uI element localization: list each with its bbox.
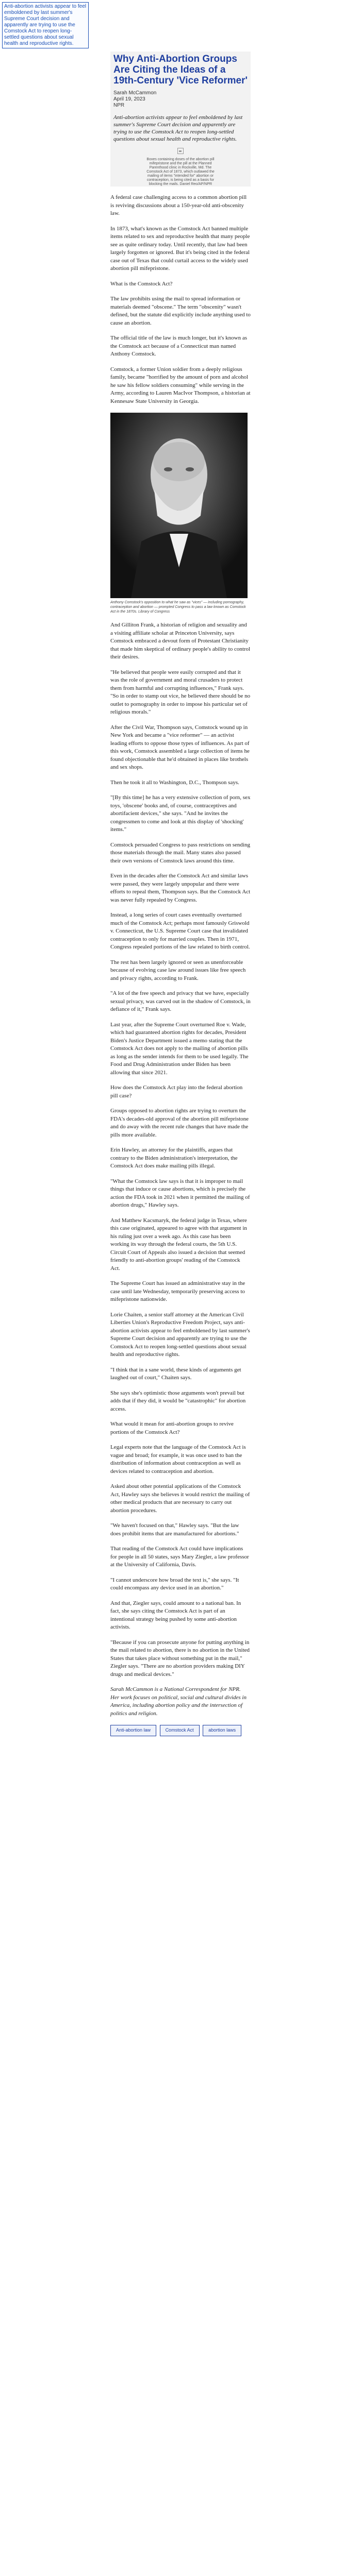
paragraph: "I think that in a sane world, these kinds of arguments get laughed out of court," Chaiten says. [110,1366,241,1381]
paragraph: The rest has been largely ignored or seen as unenforceable because of evolving case law around issues like free speech and privacy rights, according to Frank. [110,959,246,981]
paragraph: Lorie Chaiten, a senior staff attorney at the American Civil Liberties Union's Reproductive Freedom Project, says anti-abortion activists appear to feel emboldened by last summer's Supreme Court decision and apparently are trying to use the Comstock Act to reopen long-settled questions about sexual health and reproductive rights. [110,1311,250,1358]
paragraph: "He believed that people were easily corrupted and that it was the role of government and moral crusaders to protect them from harmful and corrupting influences," Frank says. "So in order to stamp out vice, he believed there should be no outlet to pornography in order to impose his particular set of religious morals." [110,669,251,715]
comstock-portrait [110,413,248,598]
article-header [110,52,251,187]
paragraph: She says she's optimistic those arguments won't prevail but adds that if they did, it would be "catastrophic" for abortion access. [110,1389,246,1412]
paragraph: "Because if you can prosecute anyone for putting anything in the mail related to abortion, there is no abortion in the United States that takes place without something put in the mail," Ziegler says. "There are no abortion providers making DIY drugs and medical devices." [110,1639,250,1677]
section-question: What would it mean for anti-abortion groups to revive portions of the Comstock Act? [110,1421,234,1435]
article-body [110,194,251,1739]
tag-list [110,1725,251,1739]
paragraph: Even in the decades after the Comstock Act and similar laws were passed, they were largely unpopular and there were efforts to repeal them, Thompson says. But the Comstock Act was never fully repealed by Congress. [110,873,251,903]
photo1 [139,148,222,187]
photo1-caption: Boxes containing doses of the abortion pill mifepristone and the pill at the Planned Parenthood clinic in Rockville, Md. The Comstock Act of 1873, which outlawed the mailing of items "intended for" abortion or contraception, is being cited as a basis for blocking the mails. Daniel Reo/AP/NPR [146,158,215,186]
top-banner: Anti-abortion activists appear to feel emboldened by last summer's Supreme Court decision and apparently are trying to use the Comstock Act to reopen long-settled questions about sexual health and reproductive rights. [2,2,89,48]
article-headline[interactable] [113,54,248,86]
paragraph: And Matthew Kacsmaryk, the federal judge in Texas, where this case originated, appeared to agree with that argument in his ruling just over a week ago. As this case has been working its way through the federal courts, the 5th U.S. Circuit Court of Appeals also issued a decision that seemed friendly to anti-abortion groups' reading of the Comstock Act. [110,1217,247,1272]
paragraph: "A lot of the free speech and privacy that we have, especially sexual privacy, was carved out in the shadow of Comstock, in defiance of it," Frank says. [110,990,251,1012]
headline-link[interactable]: Why Anti-Abortion Groups Are Citing the Ideas of a 19th-Century 'Vice Reformer' [113,54,248,86]
paragraph: After the Civil War, Thompson says, Comstock wound up in New York and became a "vice reformer" — an activist leading efforts to oppose those types of influences. As part of this work, Comstock assembled a large collection of items he found objectionable that he'd obtained in places like brothels and sex shops. [110,724,250,770]
byline-author: Sarah McCammon [113,90,157,96]
paragraph: Groups opposed to abortion rights are trying to overturn the FDA's decades-old approval of the abortion pill mifepristone and do away with the recent rule changes that have made the pills more available. [110,1108,249,1138]
author-bio: Sarah McCammon is a National Correspondent for NPR. Her work focuses on political, social and cultural divides in America, including abortion policy and the intersection of politics and religion. [110,1686,247,1717]
paragraph: In 1873, what's known as the Comstock Act banned multiple items related to sex and reproductive health that many people see as quite ordinary today. Until recently, that law had been largely forgotten or ignored. But it's being cited in the federal case out of Texas that could curtail access to the widely used abortion pill mifepristone. [110,225,250,272]
paragraph: Legal experts note that the language of the Comstock Act is vague and broad; for example, it was once used to ban the distribution of information about contraception as well as devices related to contraception and abortion. [110,1444,246,1475]
tag-abortion-laws[interactable]: abortion laws [203,1725,241,1736]
byline [113,90,248,109]
paragraph: Last year, after the Supreme Court overturned Roe v. Wade, which had guaranteed abortion rights for decades, President Biden's Justice Department issued a memo stating that the Comstock Act does not apply to the mailing of abortion pills as long as the sender intends for them to be used legally. The Food and Drug Administration under Biden has been allowing that since 2021. [110,1021,249,1076]
section-question: How does the Comstock Act play into the federal abortion pill case? [110,1084,243,1099]
paragraph: That reading of the Comstock Act could have implications for people in all 50 states, says Mary Ziegler, a law professor at the University of California, Davis. [110,1546,249,1568]
paragraph: Instead, a long series of court cases eventually overturned much of the Comstock Act; perhaps most famously Griswold v. Connecticut, the U.S. Supreme Court case that invalidated contraception to only for married couples. Then in 1971, Congress repealed portions of the law related to birth control. [110,912,250,950]
broken-image-icon [177,148,184,154]
paragraph: "What the Comstock law says is that it is improper to mail things that induce or cause abortions, which is precisely the action the FDA took in 2021 when it permitted the mailing of abortion drugs," Hawley says. [110,1178,250,1208]
byline-date: April 19, 2023 [113,96,145,102]
tag-comstock-act[interactable]: Comstock Act [160,1725,200,1736]
paragraph: Then he took it all to Washington, D.C., Thompson says. [110,779,239,786]
paragraph: And Gilliton Frank, a historian of religion and sexuality and a visiting affiliate scholar at Princeton University, says Comstock embraced a devout form of Protestant Christianity that made him skeptical of ordinary people's ability to control their desires. [110,622,251,660]
tag-anti-abortion-law[interactable]: Anti-abortion law [110,1725,156,1736]
section-question: What is the Comstock Act? [110,280,173,287]
paragraph: "[By this time] he has a very extensive collection of porn, sex toys, 'obscene' books and, of course, contraceptives and abortifacient devices," she says. "And he invites the congressmen to come and look at this display of 'shocking' items." [110,794,251,833]
article-subhead: Anti-abortion activists appear to feel emboldened by last summer's Supreme Court decision and apparently are trying to use the Comstock Act to reopen long-settled questions about sexual health and reproductive rights. [113,114,243,142]
portrait-image [110,413,248,598]
portrait-caption: Anthony Comstock's opposition to what he saw as "vices" — including pornography, contraception and abortion — prompted Congress to pass a law known as Comstock Act in the 1870s. Library of Congress [110,601,246,614]
paragraph: The Supreme Court has issued an administrative stay in the case until late Wednesday, temporarily preserving access to mifepristone nationwide. [110,1280,245,1302]
paragraph: And that, Ziegler says, could amount to a national ban. In fact, she says citing the Comstock Act is part of an intentional strategy being pushed by some anti-abortion activists. [110,1600,241,1630]
paragraph: "I cannot underscore how broad the text is," she says. "It could encompass any device used in an abortion." [110,1577,239,1591]
paragraph: "We haven't focused on that," Hawley says. "But the law does prohibit items that are manufactured for abortions." [110,1522,239,1537]
paragraph: The law prohibits using the mail to spread information or materials deemed "obscene." The term "obscenity" wasn't defined, but the statute did explicitly include anything used to cause an abortion. [110,296,251,326]
paragraph: The official title of the law is much longer, but it's known as the Comstock act because of a Connecticut man named Anthony Comstock. [110,335,247,357]
byline-org: NPR [113,103,125,108]
paragraph: Comstock, a former Union soldier from a deeply religious family, became "horrified by the amount of porn and alcohol he saw his fellow soldiers consuming" while serving in the Army, according to Lauren MacIvor Thompson, a historian at Kennesaw State University in Georgia. [110,366,251,404]
paragraph: Asked about other potential applications of the Comstock Act, Hawley says she believes it would restrict the mailing of other medical products that are necessary to carry out abortion procedures. [110,1483,250,1514]
paragraph: Comstock persuaded Congress to pass restrictions on sending those materials through the mail. Many states also passed their own versions of Comstock laws around this time. [110,841,250,864]
paragraph: A federal case challenging access to a common abortion pill is reviving discussions about a 150-year-old anti-obscenity law. [110,194,247,216]
paragraph: Erin Hawley, an attorney for the plaintiffs, argues that contrary to the Biden administration's interpretation, the Comstock Act does make mailing pills illegal. [110,1147,238,1169]
article-content [110,0,251,1739]
